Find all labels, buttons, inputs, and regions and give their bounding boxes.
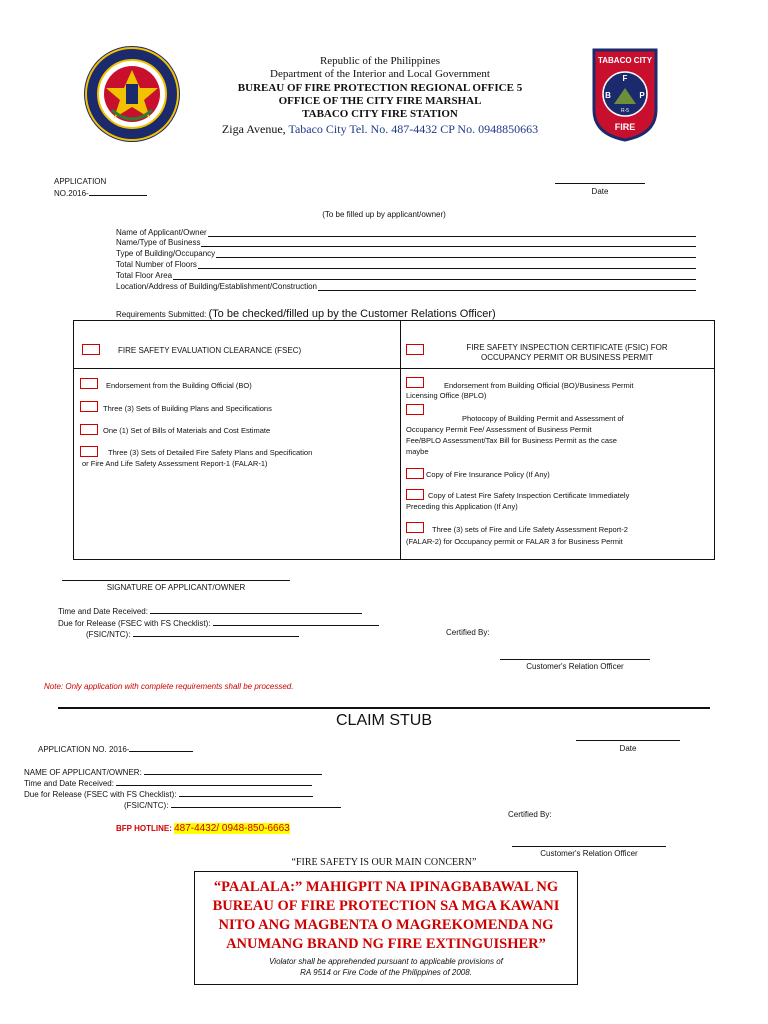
field-floors: Total Number of Floors: [116, 260, 696, 270]
time-received-row: Time and Date Received:: [58, 605, 362, 616]
violator-text: [194, 956, 578, 978]
tabaco-city-fire-logo: [590, 48, 660, 142]
stub-fsic-input[interactable]: [171, 799, 341, 808]
checkbox-latest-fsic[interactable]: [406, 489, 424, 500]
stub-officer-label: Customer's Relation Officer: [540, 849, 638, 858]
item-building-permit-cont3: maybe: [406, 447, 429, 456]
stub-application-row: APPLICATION NO. 2016-: [38, 743, 193, 754]
item-bill-materials: One (1) Set of Bills of Materials and Cost Estimate: [103, 426, 271, 435]
item-building-permit-cont2: Fee/BPLO Assessment/Tax Bill for Business Permit as the case: [406, 436, 617, 445]
item-fire-safety-plans: Three (3) Sets of Detailed Fire Safety Plans and Specification: [108, 448, 313, 457]
motto: “FIRE SAFETY IS OUR MAIN CONCERN”: [291, 857, 477, 868]
claim-stub-title: CLAIM STUB: [335, 712, 432, 729]
violator-line1: Violator shall be apprehended pursuant to applicable provisions of: [269, 957, 503, 966]
violator-line2: RA 9514 or Fire Code of the Philippines of 2008.: [300, 968, 472, 977]
stub-application-input[interactable]: [129, 743, 193, 752]
field-applicant-owner: Name of Applicant/Owner: [116, 228, 696, 238]
header-republic: Republic of the Philippines: [319, 55, 441, 67]
table-divider-vertical: [400, 320, 401, 560]
application-label-line1: APPLICATION: [54, 177, 107, 186]
checkbox-fire-safety-plans[interactable]: [80, 446, 98, 457]
stub-fsic-row: (FSIC/NTC):: [124, 799, 341, 810]
item-endorsement-bplo: Endorsement from Building Official (BO)/Business Permit: [444, 381, 634, 390]
header-address-street: Ziga Avenue,: [221, 122, 289, 136]
paalala-line3: NITO ANG MAGBENTA O MAGREKOMENDA NG: [218, 917, 554, 933]
item-endorsement-bplo-cont: Licensing Office (BPLO): [406, 391, 487, 400]
logo-letter-f: F: [622, 74, 628, 83]
item-falar-cont: (FALAR-2) for Occupancy permit or FALAR 3 for Business Permit: [406, 537, 623, 546]
certified-by-label: Certified By:: [446, 628, 490, 637]
item-building-permit: Photocopy of Building Permit and Assessment of: [462, 414, 624, 423]
date-label: Date: [591, 187, 609, 196]
fsic-ntc-input[interactable]: [133, 628, 299, 637]
header-fire-station: TABACO CITY FIRE STATION: [302, 108, 458, 120]
building-occupancy-input[interactable]: [216, 249, 696, 258]
logo-top-text: TABACO CITY: [597, 56, 653, 65]
date-blank[interactable]: [555, 183, 645, 184]
paalala-line2: BUREAU OF FIRE PROTECTION SA MGA KAWANI: [212, 898, 560, 914]
checkbox-fire-insurance[interactable]: [406, 468, 424, 479]
cut-line: [58, 707, 710, 709]
logo-bottom-text: FIRE: [614, 122, 636, 132]
business-type-input[interactable]: [201, 238, 696, 247]
stub-name-input[interactable]: [144, 766, 322, 775]
header-dilg: Department of the Interior and Local Government: [270, 68, 490, 80]
floors-input[interactable]: [198, 260, 696, 269]
application-number-label: [54, 177, 147, 199]
checkbox-building-permit[interactable]: [406, 404, 424, 415]
item-endorsement-bo: Endorsement from the Building Official (BO): [106, 381, 252, 390]
logo-region: R-5: [620, 108, 630, 114]
paalala-line1: “PAALALA:” MAHIGPIT NA IPINAGBABAWAL NG: [213, 879, 559, 895]
field-location: Location/Address of Building/Establishment/Construction: [116, 282, 696, 292]
item-building-permit-cont1: Occupancy Permit Fee/ Assessment of Business Permit: [406, 425, 592, 434]
stub-date-label: Date: [619, 744, 637, 753]
stub-officer-line[interactable]: [512, 846, 666, 847]
checkbox-endorsement-bo[interactable]: [80, 378, 98, 389]
hotline-number: 487-4432/ 0948-850-6663: [174, 823, 290, 834]
logo-letter-p: P: [639, 91, 645, 100]
requirements-note: (To be checked/filled up by the Customer Relations Officer): [208, 308, 496, 320]
field-floor-area: Total Floor Area: [116, 271, 696, 281]
checkbox-endorsement-bplo[interactable]: [406, 377, 424, 388]
hotline-row: [116, 823, 290, 834]
fsec-checkbox[interactable]: [82, 344, 100, 355]
officer-label: Customer's Relation Officer: [526, 662, 624, 671]
item-latest-fsic: Copy of Latest Fire Safety Inspection Certificate Immediately: [428, 491, 630, 500]
bfp-seal-logo: [82, 44, 182, 144]
header-city-fire-marshal: OFFICE OF THE CITY FIRE MARSHAL: [278, 95, 482, 107]
item-latest-fsic-cont: Preceding this Application (If Any): [406, 502, 518, 511]
floor-area-input[interactable]: [173, 271, 696, 280]
location-input[interactable]: [318, 282, 696, 291]
paalala-text: [194, 878, 578, 954]
field-business-type: Name/Type of Business: [116, 238, 696, 248]
paalala-line4: ANUMANG BRAND NG FIRE EXTINGUISHER”: [226, 936, 546, 952]
time-received-input[interactable]: [150, 605, 362, 614]
logo-letter-b: B: [605, 91, 611, 100]
item-fire-insurance: Copy of Fire Insurance Policy (If Any): [426, 470, 550, 479]
header-bfp-regional: BUREAU OF FIRE PROTECTION REGIONAL OFFICE 5: [237, 82, 523, 94]
signature-line[interactable]: [62, 580, 290, 581]
header-address-contact: Tabaco City Tel. No. 487-4432 CP No. 0948850663: [288, 122, 539, 136]
requirements-note-red: Note: Only application with complete requirements shall be processed.: [44, 682, 294, 691]
header-address: [180, 122, 580, 136]
fsec-header: FIRE SAFETY EVALUATION CLEARANCE (FSEC): [118, 346, 302, 355]
requirements-label: Requirements Submitted:: [116, 310, 209, 319]
stub-due-input[interactable]: [179, 788, 313, 797]
fsic-header: FIRE SAFETY INSPECTION CERTIFICATE (FSIC) FOR OCCUPANCY PERMIT OR BUSINESS PERMIT: [466, 343, 668, 362]
due-release-row: Due for Release (FSEC with FS Checklist):: [58, 617, 379, 628]
stub-due-row: Due for Release (FSEC with FS Checklist):: [24, 788, 313, 799]
checkbox-bill-materials[interactable]: [80, 424, 98, 435]
checkbox-building-plans[interactable]: [80, 401, 98, 412]
field-building-occupancy: Type of Building/Occupancy: [116, 249, 696, 259]
fsic-ntc-row: (FSIC/NTC):: [86, 628, 299, 639]
table-divider-horizontal: [73, 368, 715, 369]
checkbox-falar[interactable]: [406, 522, 424, 533]
stub-name-row: NAME OF APPLICANT/OWNER:: [24, 766, 322, 777]
application-number-blank[interactable]: [89, 187, 147, 196]
stub-date-blank[interactable]: [576, 740, 680, 741]
due-release-input[interactable]: [213, 617, 379, 626]
stub-time-row: Time and Date Received:: [24, 777, 312, 788]
item-fire-safety-plans-cont: or Fire And Life Safety Assessment Report-1 (FALAR-1): [82, 459, 268, 468]
applicant-owner-input[interactable]: [208, 228, 696, 237]
stub-time-input[interactable]: [116, 777, 312, 786]
application-label-line2: NO.2016-: [54, 187, 147, 199]
hotline-label: BFP HOTLINE:: [116, 824, 175, 833]
officer-signature-line[interactable]: [500, 659, 650, 660]
item-building-plans: Three (3) Sets of Building Plans and Specifications: [103, 404, 272, 413]
fsic-checkbox[interactable]: [406, 344, 424, 355]
item-falar: Three (3) sets of Fire and Life Safety Assessment Report-2: [432, 525, 628, 534]
signature-label: SIGNATURE OF APPLICANT/OWNER: [106, 583, 246, 592]
fill-up-note: (To be filled up by applicant/owner): [322, 210, 446, 219]
stub-certified-by: Certified By:: [508, 810, 552, 819]
